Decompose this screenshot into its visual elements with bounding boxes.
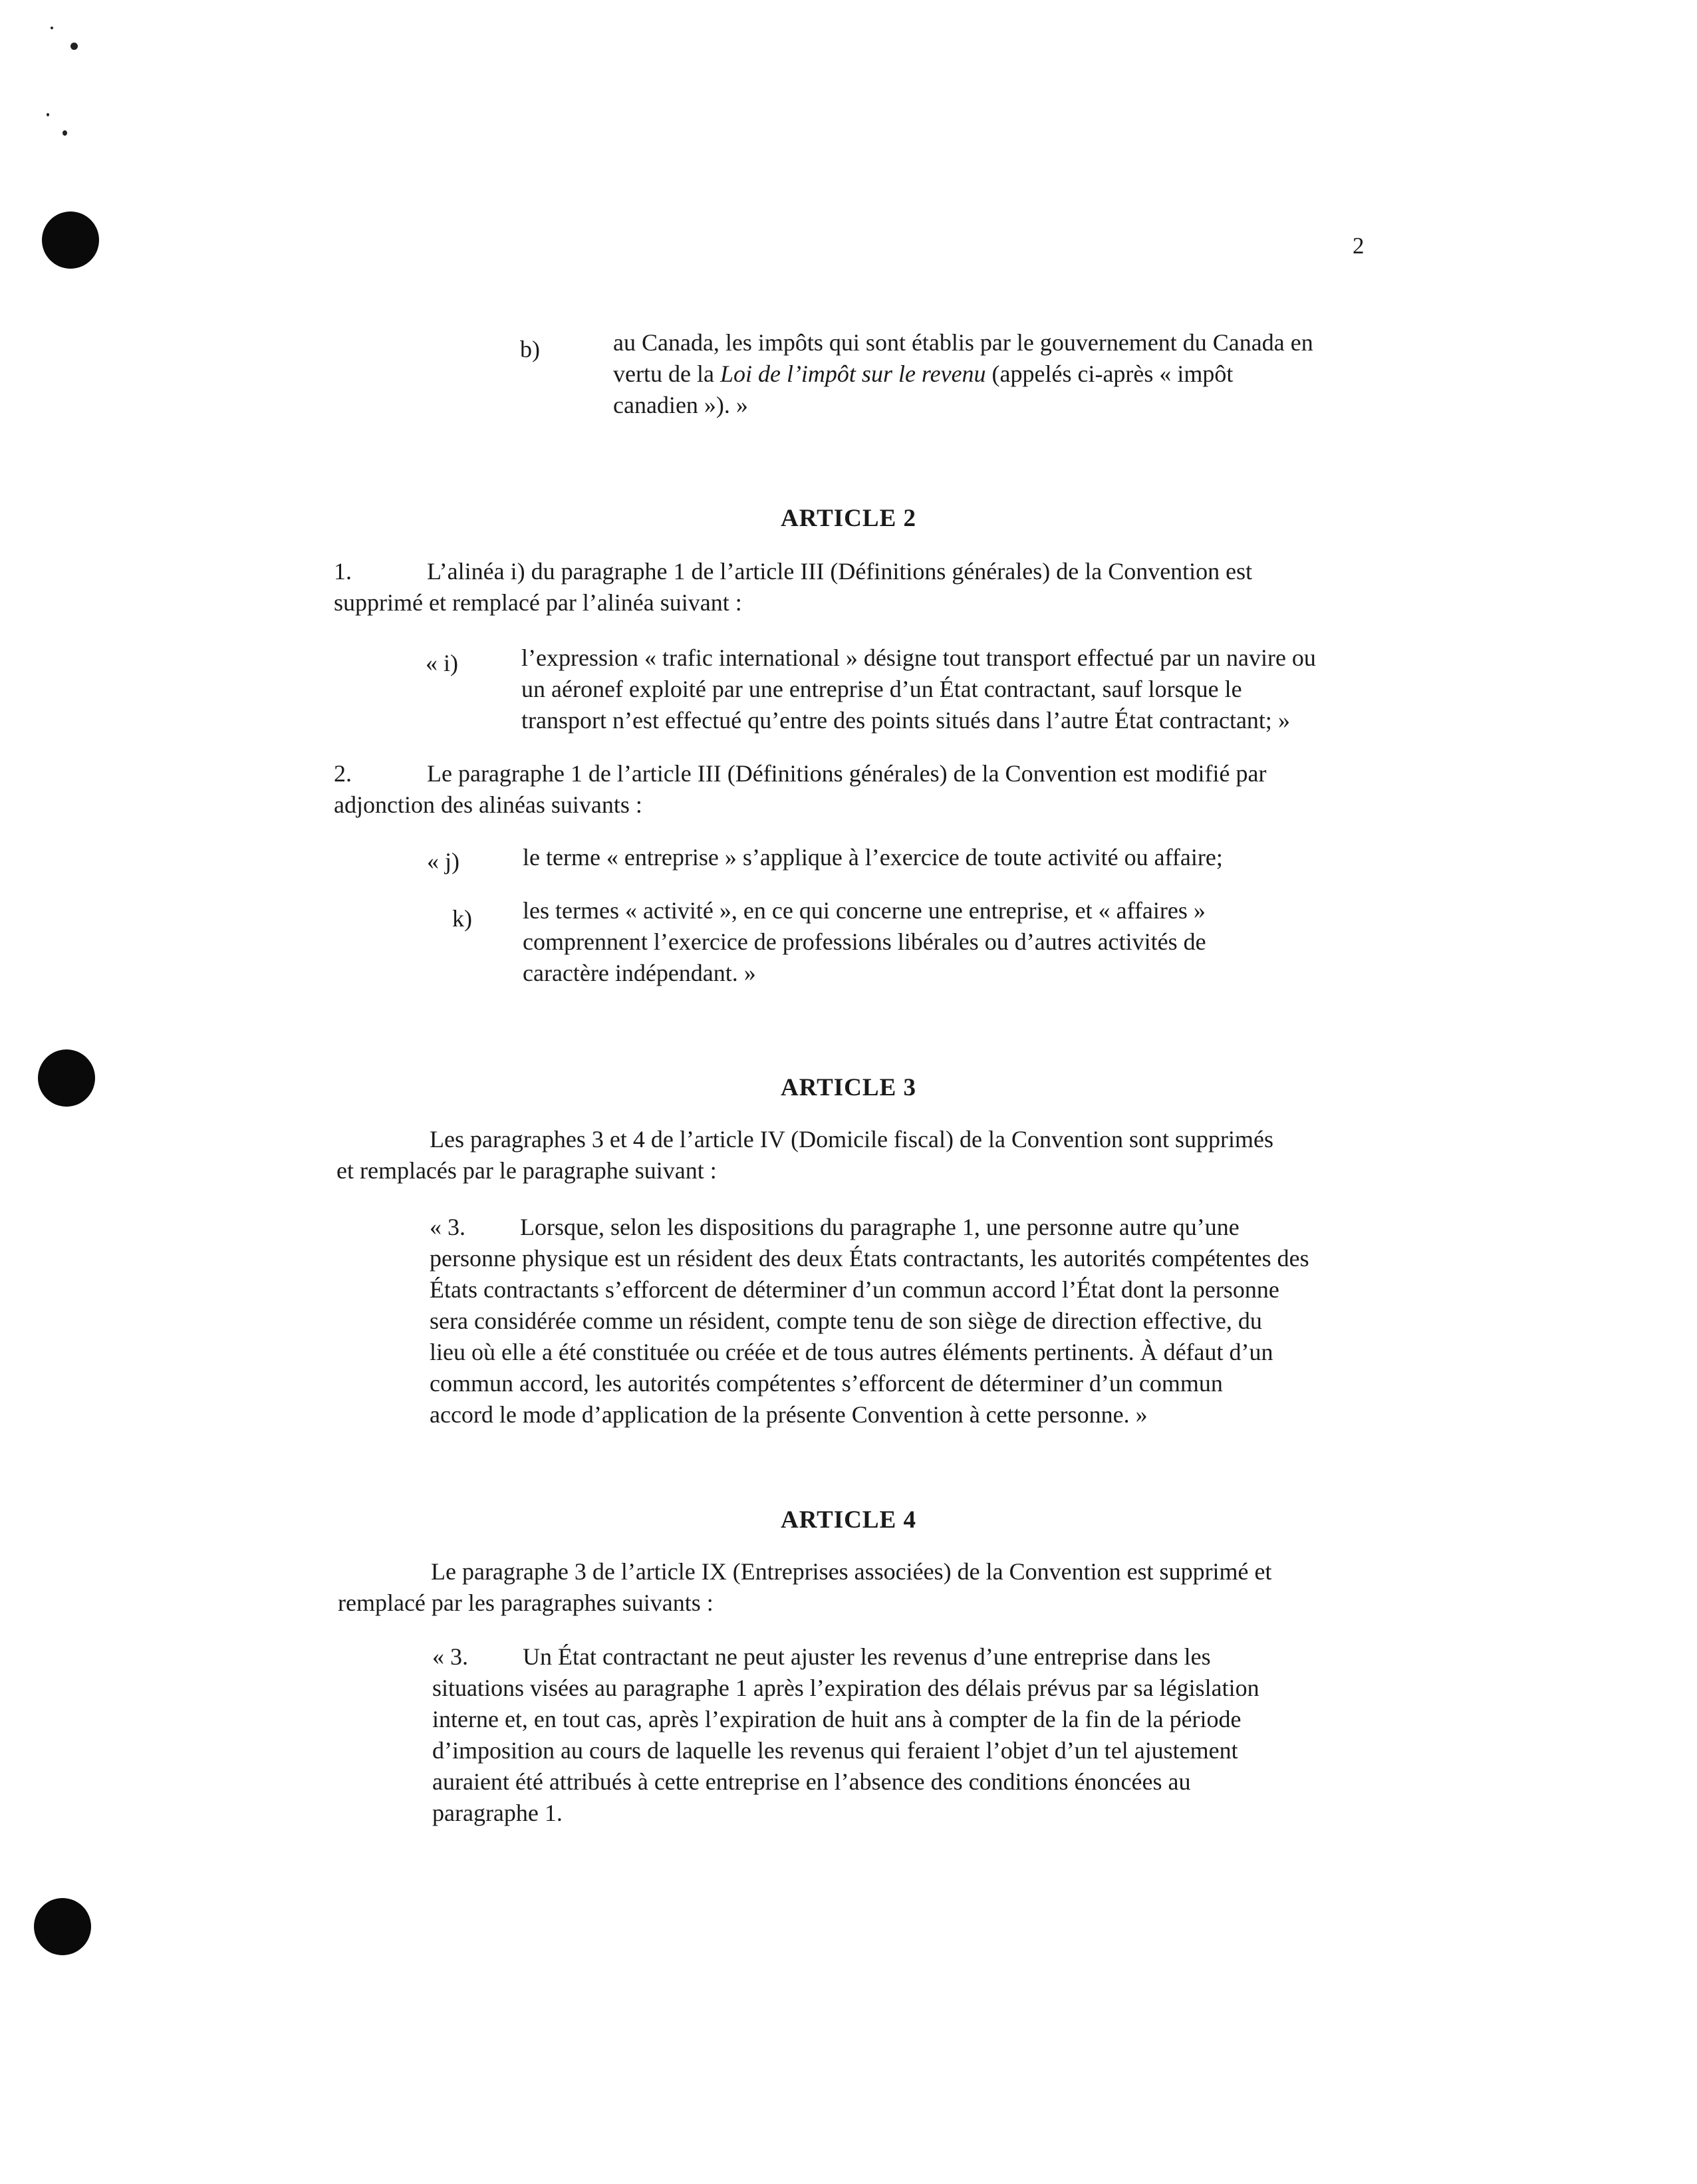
- item-b-label: b): [520, 336, 540, 362]
- paragraph-line: supprimé et remplacé par l’alinéa suivant :: [334, 589, 742, 616]
- item-b-text: [613, 327, 1371, 421]
- paragraph-line: paragraphe 1.: [432, 1800, 563, 1826]
- item-line: les termes « activité », en ce qui concerne une entreprise, et « affaires »: [523, 897, 1206, 924]
- item-b-text-part: (appelés ci-après « impôt: [985, 360, 1234, 387]
- paragraph-line: interne et, en tout cas, après l’expiration de huit ans à compter de la fin de la période: [432, 1706, 1241, 1732]
- paragraph-line: et remplacés par le paragraphe suivant :: [336, 1157, 717, 1184]
- paragraph-line: Les paragraphes 3 et 4 de l’article IV (Domicile fiscal) de la Convention sont supprimés: [430, 1126, 1273, 1153]
- paragraph-line: situations visées au paragraphe 1 après l’expiration des délais prévus par sa législation: [432, 1675, 1259, 1701]
- page-number: 2: [1353, 233, 1365, 259]
- item-i-label: « i): [426, 650, 458, 676]
- quoted-paragraph-number: « 3.: [432, 1643, 468, 1670]
- paragraph-text: L’alinéa i) du paragraphe 1 de l’article III (Définitions générales) de la Convention est: [427, 558, 1253, 585]
- paragraph-line: États contractants s’efforcent de déterminer d’un commun accord l’État dont la personne: [430, 1276, 1279, 1303]
- paragraph-line: d’imposition au cours de laquelle les revenus qui feraient l’objet d’un tel ajustement: [432, 1737, 1238, 1764]
- item-line: l’expression « trafic international » désigne tout transport effectué par un navire ou: [521, 644, 1316, 671]
- item-line: comprennent l’exercice de professions libérales ou d’autres activités de: [523, 928, 1206, 955]
- article-2-paragraph-2: [334, 758, 1371, 821]
- item-line: transport n’est effectué qu’entre des points situés dans l’autre État contractant; »: [521, 707, 1290, 734]
- scan-speck: [70, 43, 78, 50]
- item-line: caractère indépendant. »: [523, 960, 756, 986]
- law-title-italic: Loi de l’impôt sur le revenu: [719, 360, 986, 387]
- paragraph-line: sera considérée comme un résident, compte tenu de son siège de direction effective, du: [430, 1307, 1262, 1334]
- item-k-label: k): [452, 905, 472, 932]
- paragraph-line: personne physique est un résident des deux États contractants, les autorités compétentes des: [430, 1245, 1309, 1272]
- paragraph-line: [334, 758, 1371, 789]
- scan-speck: [63, 130, 67, 136]
- paragraph-line: adjonction des alinéas suivants :: [334, 791, 642, 818]
- paragraph-text: Un État contractant ne peut ajuster les revenus d’une entreprise dans les: [523, 1643, 1211, 1670]
- article-3-intro: [336, 1124, 1374, 1186]
- paragraph-number: 1.: [334, 558, 352, 585]
- scan-speck: [47, 113, 49, 116]
- paragraph-line: lieu où elle a été constituée ou créée et de tous autres éléments pertinents. À défaut d’un: [430, 1339, 1273, 1365]
- paragraph-line: commun accord, les autorités compétentes s’efforcent de déterminer d’un commun: [430, 1370, 1223, 1397]
- paragraph-line: remplacé par les paragraphes suivants :: [338, 1589, 714, 1616]
- binder-hole: [34, 1898, 91, 1955]
- article-3-heading: ARTICLE 3: [780, 1074, 917, 1101]
- paragraph-line: Le paragraphe 3 de l’article IX (Entreprises associées) de la Convention est supprimé et: [431, 1558, 1272, 1585]
- scan-speck: [51, 27, 53, 29]
- article-4-heading: ARTICLE 4: [780, 1506, 917, 1534]
- paragraph-number: 2.: [334, 760, 352, 787]
- article-2-paragraph-1: [334, 556, 1371, 618]
- article-4-quoted-paragraph: [432, 1641, 1390, 1829]
- paragraph-line: [430, 1212, 1387, 1243]
- article-3-quoted-paragraph: [430, 1212, 1387, 1431]
- item-b-text-part: vertu de la: [613, 360, 720, 387]
- paragraph-text: Le paragraphe 1 de l’article III (Définitions générales) de la Convention est modifié par: [427, 760, 1267, 787]
- paragraph-line: accord le mode d’application de la présente Convention à cette personne. »: [430, 1401, 1148, 1428]
- article-4-intro: [338, 1556, 1375, 1619]
- quoted-paragraph-number: « 3.: [430, 1214, 465, 1240]
- article-2-heading: ARTICLE 2: [780, 505, 917, 532]
- item-k-text: [523, 895, 1387, 989]
- paragraph-line: [432, 1641, 1390, 1673]
- item-j-label: « j): [427, 848, 459, 875]
- item-line: un aéronef exploité par une entreprise d’un État contractant, sauf lorsque le: [521, 676, 1242, 702]
- binder-hole: [42, 211, 99, 269]
- paragraph-line: [334, 556, 1371, 587]
- item-i-text: [521, 642, 1386, 736]
- item-b-line: canadien »). »: [613, 392, 748, 418]
- paragraph-line: auraient été attribués à cette entreprise en l’absence des conditions énoncées au: [432, 1768, 1191, 1795]
- item-line: le terme « entreprise » s’applique à l’exercice de toute activité ou affaire;: [523, 844, 1223, 871]
- item-j-text: [523, 842, 1387, 873]
- item-b-line: au Canada, les impôts qui sont établis par le gouvernement du Canada en: [613, 329, 1313, 356]
- paragraph-text: Lorsque, selon les dispositions du paragraphe 1, une personne autre qu’une: [520, 1214, 1240, 1240]
- item-b-line: [613, 358, 1371, 390]
